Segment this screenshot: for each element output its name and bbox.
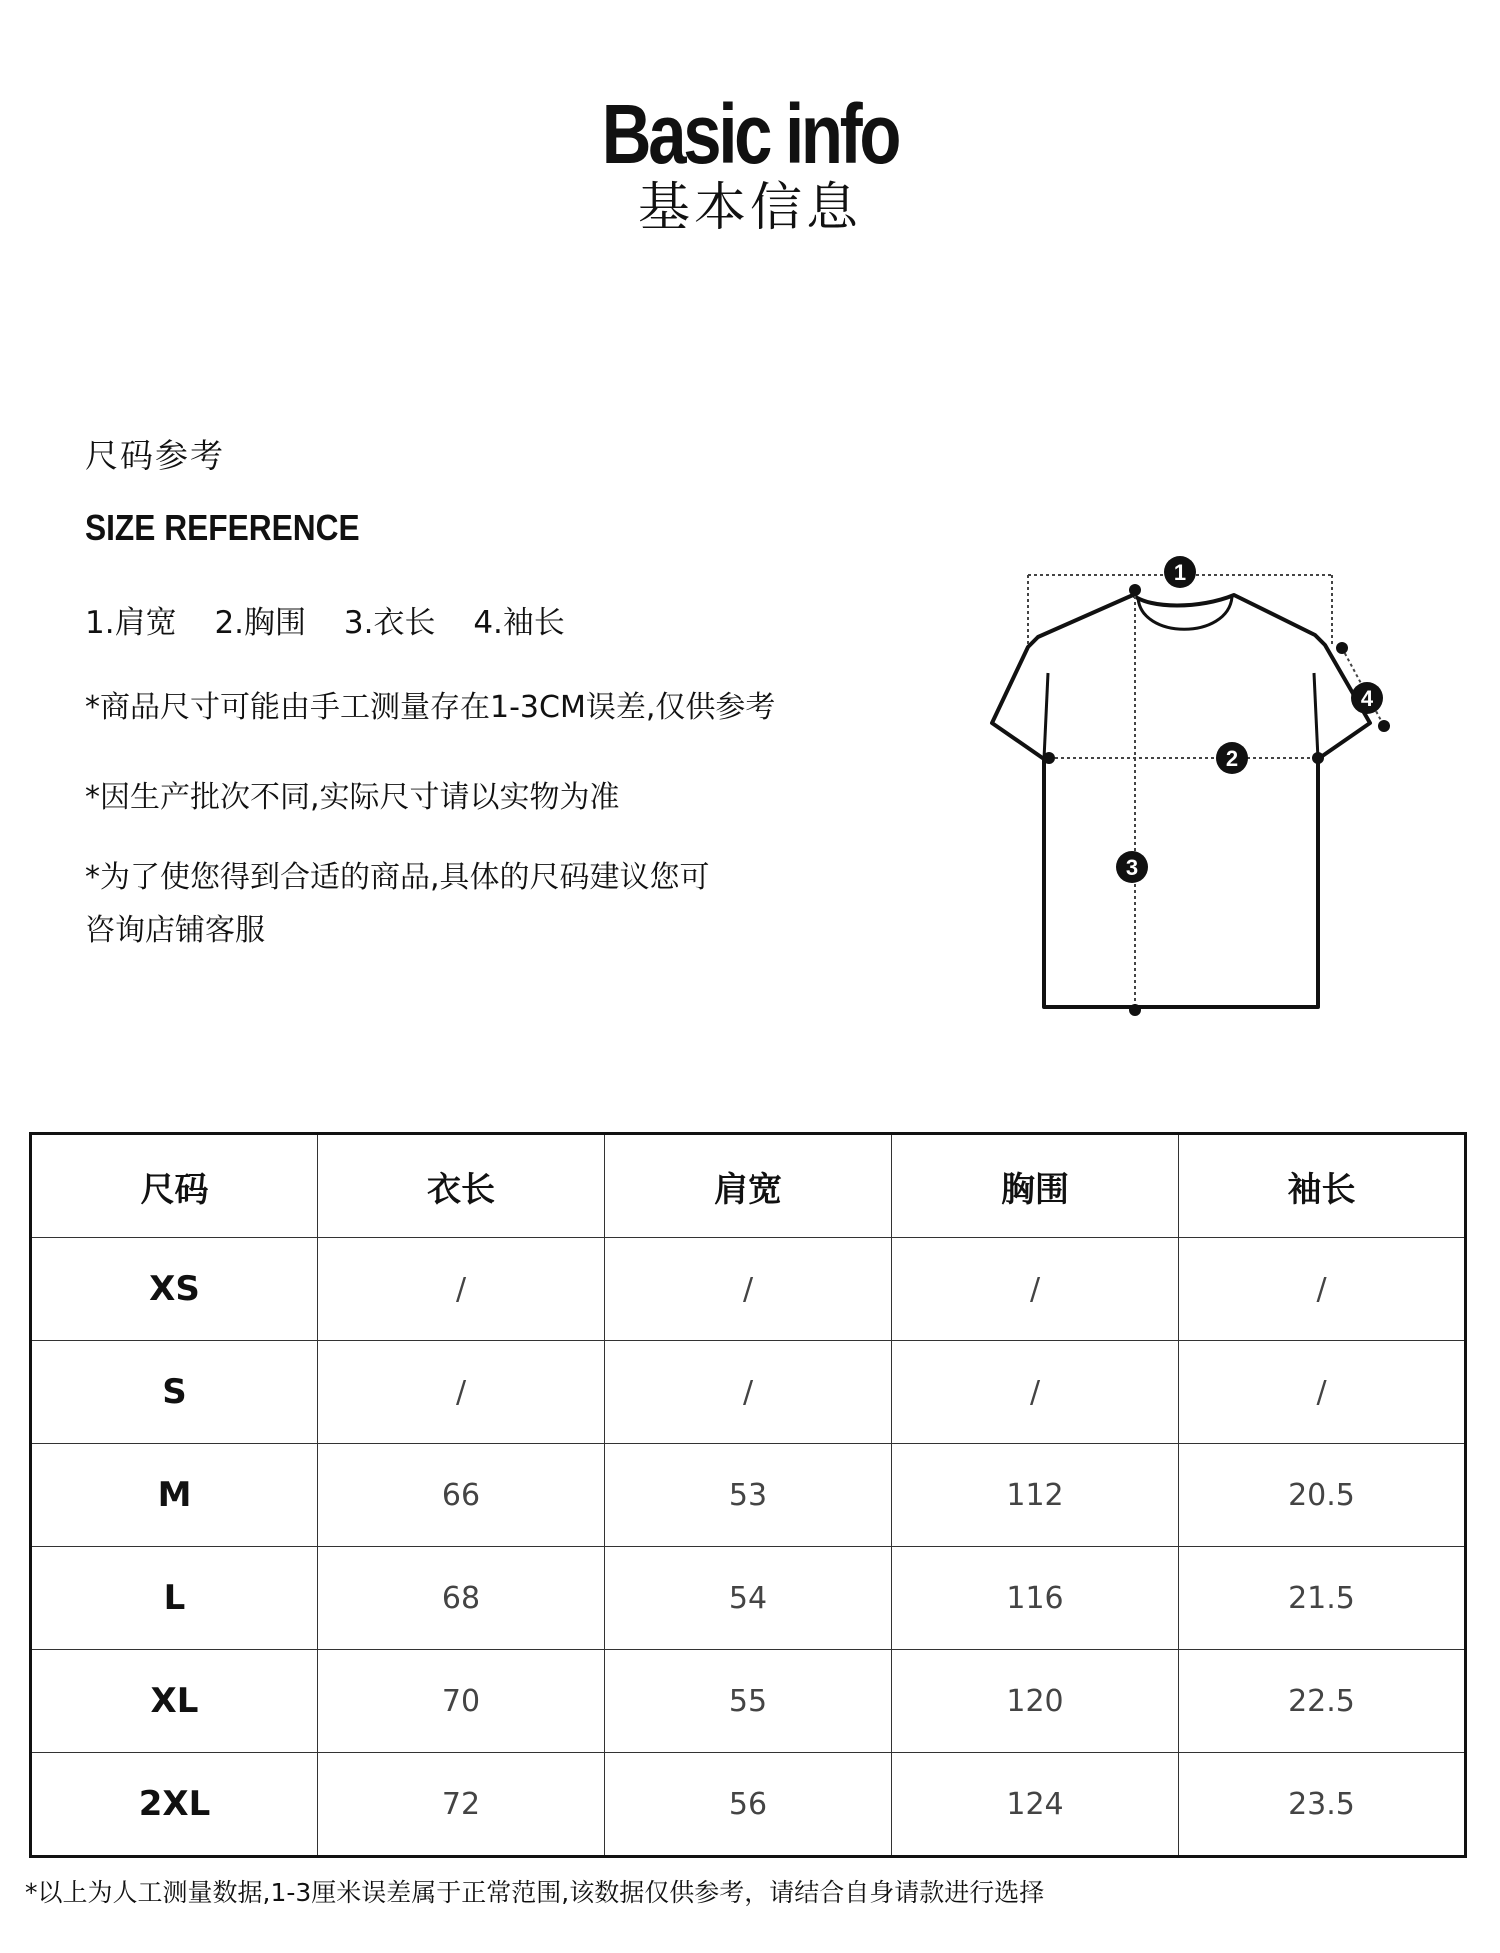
marker-3	[1116, 851, 1148, 883]
table-cell: 23.5	[1179, 1753, 1466, 1857]
table-cell: 124	[892, 1753, 1179, 1857]
svg-text:1: 1	[1173, 560, 1187, 585]
marker-4	[1351, 682, 1383, 714]
marker-2	[1216, 742, 1248, 774]
marker-1	[1164, 556, 1196, 588]
table-cell: 54	[605, 1547, 892, 1650]
table-cell: 70	[318, 1650, 605, 1753]
size-cell: S	[31, 1341, 318, 1444]
table-row	[31, 1238, 1466, 1341]
footer-note: *以上为人工测量数据,1-3厘米误差属于正常范围,该数据仅供参考，请结合自身请款进行选择	[25, 1878, 1045, 1907]
table-cell: 53	[605, 1444, 892, 1547]
table-cell: 22.5	[1179, 1650, 1466, 1753]
header-chest: 胸围	[892, 1134, 1179, 1238]
svg-text:4: 4	[1360, 686, 1374, 711]
table-cell: 66	[318, 1444, 605, 1547]
table-cell: 21.5	[1179, 1547, 1466, 1650]
page-title: Basic info	[601, 87, 899, 181]
svg-text:2: 2	[1225, 746, 1239, 771]
size-cell: XL	[31, 1650, 318, 1753]
note-batch-difference: *因生产批次不同,实际尺寸请以实物为准	[85, 780, 620, 815]
table-cell: /	[318, 1238, 605, 1341]
table-row	[31, 1444, 1466, 1547]
table-cell: /	[605, 1341, 892, 1444]
table-row	[31, 1547, 1466, 1650]
header-sleeve: 袖长	[1179, 1134, 1466, 1238]
table-row	[31, 1341, 1466, 1444]
note-measurement-error: *商品尺寸可能由手工测量存在1-3CM误差,仅供参考	[85, 690, 776, 725]
header-length: 衣长	[318, 1134, 605, 1238]
table-cell: 120	[892, 1650, 1179, 1753]
table-cell: /	[318, 1341, 605, 1444]
tshirt-diagram	[940, 545, 1440, 1035]
note-size-advice-cont: 咨询店铺客服	[85, 913, 265, 948]
table-row	[31, 1650, 1466, 1753]
legend-item-sleeve: 4.袖长	[473, 605, 565, 641]
table-header-row	[31, 1134, 1466, 1238]
table-cell: 72	[318, 1753, 605, 1857]
header-size: 尺码	[31, 1134, 318, 1238]
table-cell: 55	[605, 1650, 892, 1753]
tshirt-outline	[992, 595, 1370, 1007]
table-cell: /	[892, 1341, 1179, 1444]
table-cell: 112	[892, 1444, 1179, 1547]
page-subtitle: 基本信息	[637, 178, 862, 238]
measurement-legend	[85, 597, 593, 642]
table-cell: 56	[605, 1753, 892, 1857]
legend-item-shoulder: 1.肩宽	[85, 605, 177, 641]
table-row	[31, 1753, 1466, 1857]
table-cell: /	[892, 1238, 1179, 1341]
size-cell: XS	[31, 1238, 318, 1341]
size-table	[29, 1132, 1467, 1858]
header-shoulder: 肩宽	[605, 1134, 892, 1238]
table-cell: /	[1179, 1238, 1466, 1341]
table-cell: /	[605, 1238, 892, 1341]
size-cell: L	[31, 1547, 318, 1650]
size-cell: 2XL	[31, 1753, 318, 1857]
table-cell: /	[1179, 1341, 1466, 1444]
legend-item-length: 3.衣长	[343, 605, 436, 641]
size-reference-title-cn: 尺码参考	[85, 436, 225, 475]
table-cell: 116	[892, 1547, 1179, 1650]
legend-item-chest: 2.胸围	[214, 605, 307, 641]
note-size-advice: *为了使您得到合适的商品,具体的尺码建议您可	[85, 860, 710, 895]
svg-text:3: 3	[1125, 855, 1139, 880]
table-cell: 20.5	[1179, 1444, 1466, 1547]
size-cell: M	[31, 1444, 318, 1547]
size-reference-title-en: SIZE REFERENCE	[85, 507, 360, 548]
table-cell: 68	[318, 1547, 605, 1650]
